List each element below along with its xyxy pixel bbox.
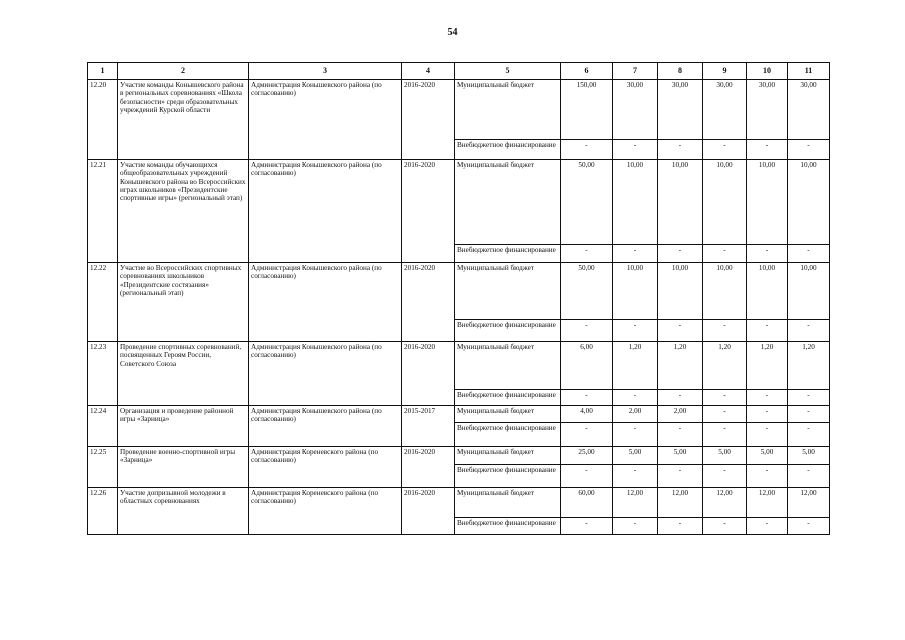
amount-cell: - <box>561 140 613 160</box>
amount-cell: 2,00 <box>658 406 703 423</box>
table-row <box>88 160 830 245</box>
amount-cell: 30,00 <box>747 80 788 140</box>
amount-cell: - <box>613 390 658 406</box>
amount-cell: - <box>658 140 703 160</box>
activity-name: Участие допризывной молодежи в областных соревнованиях <box>118 488 249 535</box>
amount-cell: 12,00 <box>613 488 658 518</box>
amount-cell: - <box>703 320 747 342</box>
item-number: 12.22 <box>88 263 118 342</box>
col-header-7: 7 <box>613 63 658 80</box>
amount-cell: 1,20 <box>788 342 830 390</box>
executor: Администрация Конышевского района (по согласованию) <box>249 160 402 263</box>
funding-source: Внебюджетное финансирование <box>455 465 561 488</box>
period: 2016-2020 <box>402 342 455 406</box>
amount-cell: 10,00 <box>658 263 703 320</box>
funding-source: Внебюджетное финансирование <box>455 140 561 160</box>
table-row <box>88 406 830 423</box>
amount-cell: - <box>788 390 830 406</box>
col-header-4: 4 <box>402 63 455 80</box>
amount-cell: - <box>747 390 788 406</box>
amount-cell: 10,00 <box>658 160 703 245</box>
amount-cell: - <box>613 320 658 342</box>
col-header-11: 11 <box>788 63 830 80</box>
amount-cell: 12,00 <box>747 488 788 518</box>
activity-name: Проведение спортивных соревнований, посвященных Героям России, Советского Союза <box>118 342 249 406</box>
period: 2016-2020 <box>402 160 455 263</box>
item-number: 12.23 <box>88 342 118 406</box>
amount-cell: 4,00 <box>561 406 613 423</box>
item-number: 12.21 <box>88 160 118 263</box>
amount-cell: - <box>747 406 788 423</box>
amount-cell: - <box>788 518 830 535</box>
amount-cell: - <box>561 245 613 263</box>
amount-cell: 10,00 <box>788 263 830 320</box>
col-header-5: 5 <box>455 63 561 80</box>
amount-cell: 1,20 <box>703 342 747 390</box>
amount-cell: - <box>788 406 830 423</box>
amount-cell: - <box>561 465 613 488</box>
amount-cell: 30,00 <box>703 80 747 140</box>
amount-cell: 10,00 <box>747 160 788 245</box>
amount-cell: 50,00 <box>561 263 613 320</box>
executor: Администрация Кореневского района (по согласованию) <box>249 447 402 488</box>
col-header-2: 2 <box>118 63 249 80</box>
funding-source: Муниципальный бюджет <box>455 80 561 140</box>
executor: Администрация Конышевского района (по согласованию) <box>249 406 402 447</box>
executor: Администрация Конышевского района (по согласованию) <box>249 342 402 406</box>
amount-cell: 10,00 <box>703 160 747 245</box>
amount-cell: - <box>703 245 747 263</box>
amount-cell: - <box>561 423 613 447</box>
amount-cell: 30,00 <box>658 80 703 140</box>
amount-cell: - <box>747 423 788 447</box>
amount-cell: 50,00 <box>561 160 613 245</box>
col-header-1: 1 <box>88 63 118 80</box>
amount-cell: - <box>613 518 658 535</box>
amount-cell: 10,00 <box>703 263 747 320</box>
amount-cell: - <box>613 245 658 263</box>
amount-cell: - <box>788 245 830 263</box>
col-header-6: 6 <box>561 63 613 80</box>
item-number: 12.20 <box>88 80 118 160</box>
amount-cell: 10,00 <box>613 160 658 245</box>
amount-cell: 12,00 <box>703 488 747 518</box>
amount-cell: 12,00 <box>788 488 830 518</box>
item-number: 12.25 <box>88 447 118 488</box>
amount-cell: - <box>658 320 703 342</box>
amount-cell: 1,20 <box>613 342 658 390</box>
activity-name: Участие во Всероссийских спортивных соревнованиях школьников «Президентские состязания» (региональный этап) <box>118 263 249 342</box>
amount-cell: 5,00 <box>788 447 830 465</box>
header-row <box>88 63 830 80</box>
amount-cell: - <box>658 423 703 447</box>
table-row <box>88 488 830 518</box>
amount-cell: 5,00 <box>658 447 703 465</box>
amount-cell: - <box>747 518 788 535</box>
amount-cell: - <box>561 390 613 406</box>
amount-cell: - <box>703 518 747 535</box>
amount-cell: - <box>658 245 703 263</box>
funding-source: Внебюджетное финансирование <box>455 245 561 263</box>
amount-cell: - <box>747 320 788 342</box>
amount-cell: 2,00 <box>613 406 658 423</box>
col-header-10: 10 <box>747 63 788 80</box>
item-number: 12.24 <box>88 406 118 447</box>
amount-cell: - <box>613 465 658 488</box>
period: 2016-2020 <box>402 263 455 342</box>
activity-name: Проведение военно-спортивной игры «Зарница» <box>118 447 249 488</box>
period: 2016-2020 <box>402 447 455 488</box>
amount-cell: 30,00 <box>613 80 658 140</box>
funding-source: Внебюджетное финансирование <box>455 518 561 535</box>
amount-cell: - <box>703 390 747 406</box>
period: 2016-2020 <box>402 80 455 160</box>
amount-cell: 10,00 <box>788 160 830 245</box>
amount-cell: - <box>747 140 788 160</box>
funding-source: Внебюджетное финансирование <box>455 320 561 342</box>
activity-name: Организация и проведение районной игры «Зарница» <box>118 406 249 447</box>
executor: Администрация Конышевского района (по согласованию) <box>249 263 402 342</box>
table-row <box>88 80 830 140</box>
table-row <box>88 342 830 390</box>
amount-cell: - <box>703 406 747 423</box>
amount-cell: - <box>613 423 658 447</box>
amount-cell: 5,00 <box>613 447 658 465</box>
amount-cell: - <box>703 140 747 160</box>
funding-source: Муниципальный бюджет <box>455 406 561 423</box>
table-row <box>88 263 830 320</box>
funding-source: Муниципальный бюджет <box>455 447 561 465</box>
amount-cell: - <box>613 140 658 160</box>
amount-cell: - <box>788 423 830 447</box>
amount-cell: - <box>747 465 788 488</box>
funding-source: Муниципальный бюджет <box>455 263 561 320</box>
executor: Администрация Кореневского района (по согласованию) <box>249 488 402 535</box>
col-header-9: 9 <box>703 63 747 80</box>
funding-source: Муниципальный бюджет <box>455 488 561 518</box>
amount-cell: - <box>703 465 747 488</box>
amount-cell: 10,00 <box>747 263 788 320</box>
funding-source: Муниципальный бюджет <box>455 160 561 245</box>
amount-cell: 60,00 <box>561 488 613 518</box>
amount-cell: 150,00 <box>561 80 613 140</box>
amount-cell: - <box>747 245 788 263</box>
amount-cell: - <box>561 518 613 535</box>
program-table <box>87 62 830 535</box>
amount-cell: - <box>658 390 703 406</box>
amount-cell: 30,00 <box>788 80 830 140</box>
amount-cell: 6,00 <box>561 342 613 390</box>
amount-cell: - <box>703 423 747 447</box>
period: 2015-2017 <box>402 406 455 447</box>
amount-cell: 1,20 <box>747 342 788 390</box>
amount-cell: - <box>788 140 830 160</box>
activity-name: Участие команды Конышевского района в региональных соревнованиях «Школа безопасности» среди образовательных учреждений Курской области <box>118 80 249 160</box>
amount-cell: 5,00 <box>747 447 788 465</box>
period: 2016-2020 <box>402 488 455 535</box>
amount-cell: - <box>561 320 613 342</box>
amount-cell: 25,00 <box>561 447 613 465</box>
amount-cell: 12,00 <box>658 488 703 518</box>
amount-cell: - <box>658 518 703 535</box>
funding-source: Внебюджетное финансирование <box>455 423 561 447</box>
table-row <box>88 447 830 465</box>
funding-source: Внебюджетное финансирование <box>455 390 561 406</box>
item-number: 12.26 <box>88 488 118 535</box>
page-number: 54 <box>447 27 458 38</box>
col-header-8: 8 <box>658 63 703 80</box>
activity-name: Участие команды обучающихся общеобразовательных учреждений Конышевского района во Всероссийских играх школьников «Президентские спортивные игры» (региональный этап) <box>118 160 249 263</box>
col-header-3: 3 <box>249 63 402 80</box>
amount-cell: 1,20 <box>658 342 703 390</box>
amount-cell: - <box>788 465 830 488</box>
executor: Администрация Конышевского района (по согласованию) <box>249 80 402 160</box>
funding-source: Муниципальный бюджет <box>455 342 561 390</box>
amount-cell: 10,00 <box>613 263 658 320</box>
amount-cell: 5,00 <box>703 447 747 465</box>
amount-cell: - <box>788 320 830 342</box>
amount-cell: - <box>658 465 703 488</box>
